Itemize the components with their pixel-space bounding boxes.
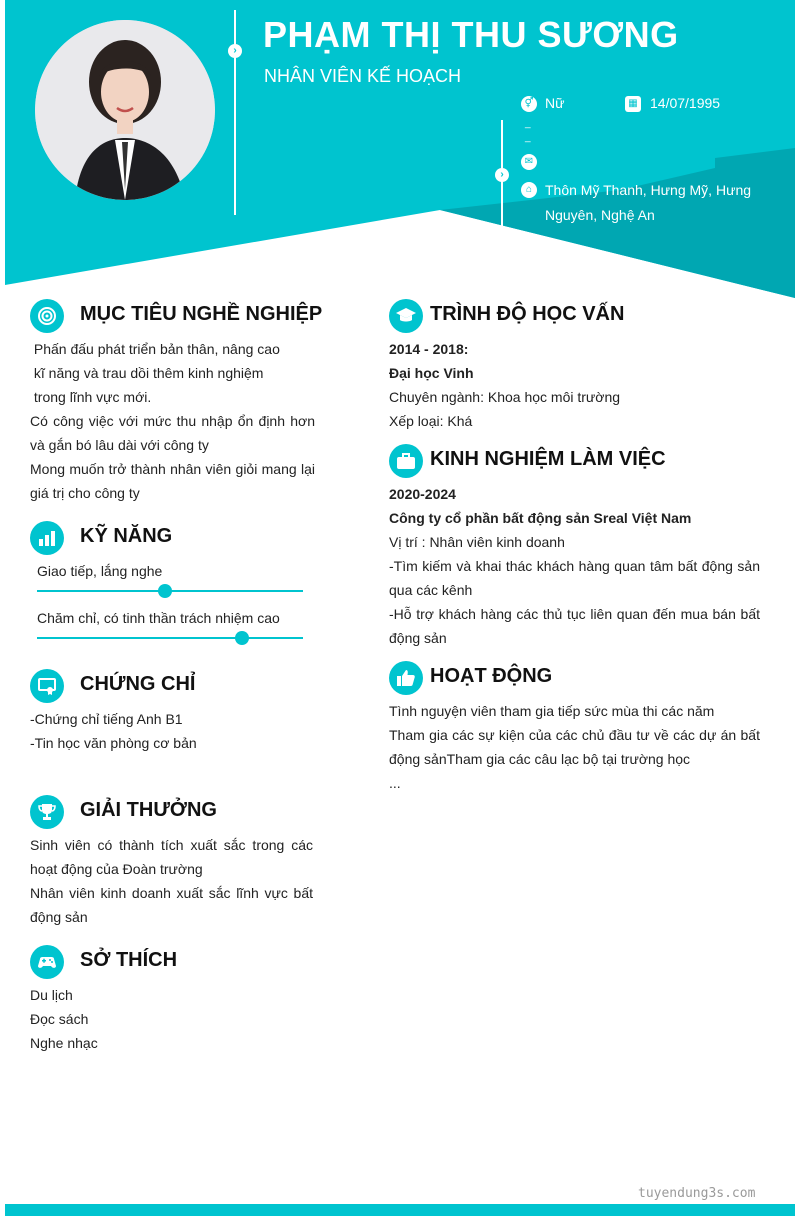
- award-line: hoạt động của Đoàn trường: [30, 861, 203, 877]
- email-icon: ✉: [521, 154, 537, 170]
- timeline-line: [234, 10, 236, 215]
- education-school: Đại học Vinh: [389, 365, 474, 381]
- trophy-icon: [30, 795, 64, 829]
- certificates-title: CHỨNG CHỈ: [80, 673, 196, 695]
- avatar: [35, 20, 215, 200]
- address-line-2: Nguyên, Nghệ An: [545, 207, 655, 223]
- footer-bar: [5, 1204, 795, 1216]
- skill-name: Giao tiếp, lắng nghe: [37, 563, 163, 579]
- briefcase-icon: [389, 444, 423, 478]
- experience-text: [389, 482, 760, 650]
- education-grade: Xếp loại: Khá: [389, 413, 473, 429]
- calendar-icon: ▦: [625, 96, 641, 112]
- chevron-right-icon: ›: [228, 44, 242, 58]
- gamepad-icon: [30, 945, 64, 979]
- objective-line: kĩ năng và trau dồi thêm kinh nghiệm: [30, 365, 264, 381]
- objective-text: [30, 337, 315, 505]
- target-icon: [30, 299, 64, 333]
- objective-title: MỤC TIÊU NGHỀ NGHIỆP: [80, 303, 323, 325]
- objective-line: giá trị cho công ty: [30, 485, 140, 501]
- skill-name: Chăm chỉ, có tinh thần trách nhiệm cao: [37, 610, 280, 626]
- skills-title: KỸ NĂNG: [80, 525, 173, 547]
- activity-line: Tham gia các sự kiện của các chủ đầu tư về các dự án bất: [389, 727, 760, 743]
- objective-line: Có công việc với mức thu nhập ổn định hơn: [30, 413, 315, 429]
- bar-chart-icon: [30, 521, 64, 555]
- graduation-cap-icon: [389, 299, 423, 333]
- home-icon: ⌂: [521, 182, 537, 198]
- skill-level-knob: [158, 584, 172, 598]
- certificate-line: -Chứng chỉ tiếng Anh B1: [30, 711, 183, 727]
- activities-title: HOẠT ĐỘNG: [430, 665, 553, 687]
- watermark: tuyendung3s.com: [638, 1186, 756, 1201]
- hobby-line: Đọc sách: [30, 1011, 89, 1027]
- award-line: Sinh viên có thành tích xuất sắc trong các: [30, 837, 313, 853]
- experience-period: 2020-2024: [389, 486, 456, 502]
- objective-line: trong lĩnh vực mới.: [30, 389, 152, 405]
- education-period: 2014 - 2018:: [389, 341, 469, 357]
- phone-placeholder: _: [525, 118, 531, 129]
- objective-line: Mong muốn trở thành nhân viên giỏi mang lại: [30, 461, 315, 477]
- awards-title: GIẢI THƯỞNG: [80, 799, 217, 821]
- address-line-1: Thôn Mỹ Thanh, Hưng Mỹ, Hưng: [545, 182, 752, 198]
- objective-line: và gắn bó lâu dài với công ty: [30, 437, 209, 453]
- certificate-icon: [30, 669, 64, 703]
- candidate-name: PHẠM THỊ THU SƯƠNG: [263, 14, 679, 55]
- experience-company: Công ty cổ phần bất động sản Sreal Việt Nam: [389, 510, 692, 526]
- experience-line: -Hỗ trợ khách hàng các thủ tục liên quan đến mua bán bất: [389, 606, 760, 622]
- award-line: Nhân viên kinh doanh xuất sắc lĩnh vực bất: [30, 885, 313, 901]
- chevron-right-icon: ›: [495, 168, 509, 182]
- thumbs-up-icon: [389, 661, 423, 695]
- experience-line: Vị trí : Nhân viên kinh doanh: [389, 534, 565, 550]
- education-text: [389, 337, 620, 433]
- objective-line: Phấn đấu phát triển bản thân, nâng cao: [30, 341, 280, 357]
- activity-line: ...: [389, 775, 401, 791]
- birthdate-value: 14/07/1995: [650, 95, 721, 111]
- hobbies-text: [30, 983, 98, 1055]
- hobby-line: Nghe nhạc: [30, 1035, 98, 1051]
- certificate-line: -Tin học văn phòng cơ bản: [30, 735, 197, 751]
- experience-title: KINH NGHIỆM LÀM VIỆC: [430, 448, 666, 470]
- skill-level-knob: [235, 631, 249, 645]
- experience-line: -Tìm kiếm và khai thác khách hàng quan tâm bất động sản: [389, 558, 760, 574]
- award-line: động sản: [30, 909, 88, 925]
- activities-text: [389, 699, 760, 795]
- phone-placeholder-2: _: [525, 132, 531, 143]
- skill-bar: [37, 637, 303, 639]
- job-title: NHÂN VIÊN KẾ HOẠCH: [264, 66, 462, 86]
- avatar-illustration: [35, 20, 215, 200]
- education-major: Chuyên ngành: Khoa học môi trường: [389, 389, 621, 405]
- hobbies-title: SỞ THÍCH: [80, 949, 178, 971]
- experience-line: qua các kênh: [389, 582, 473, 598]
- awards-text: [30, 833, 313, 929]
- certificates-text: [30, 707, 197, 755]
- education-title: TRÌNH ĐỘ HỌC VẤN: [430, 303, 625, 325]
- gender-icon: ⚥: [521, 96, 537, 112]
- gender-value: Nữ: [545, 95, 565, 111]
- activity-line: Tình nguyện viên tham gia tiếp sức mùa thi các năm: [389, 703, 715, 719]
- activity-line: động sảnTham gia các câu lạc bộ tại trường học: [389, 751, 691, 767]
- hobby-line: Du lịch: [30, 987, 73, 1003]
- experience-line: động sản: [389, 630, 447, 646]
